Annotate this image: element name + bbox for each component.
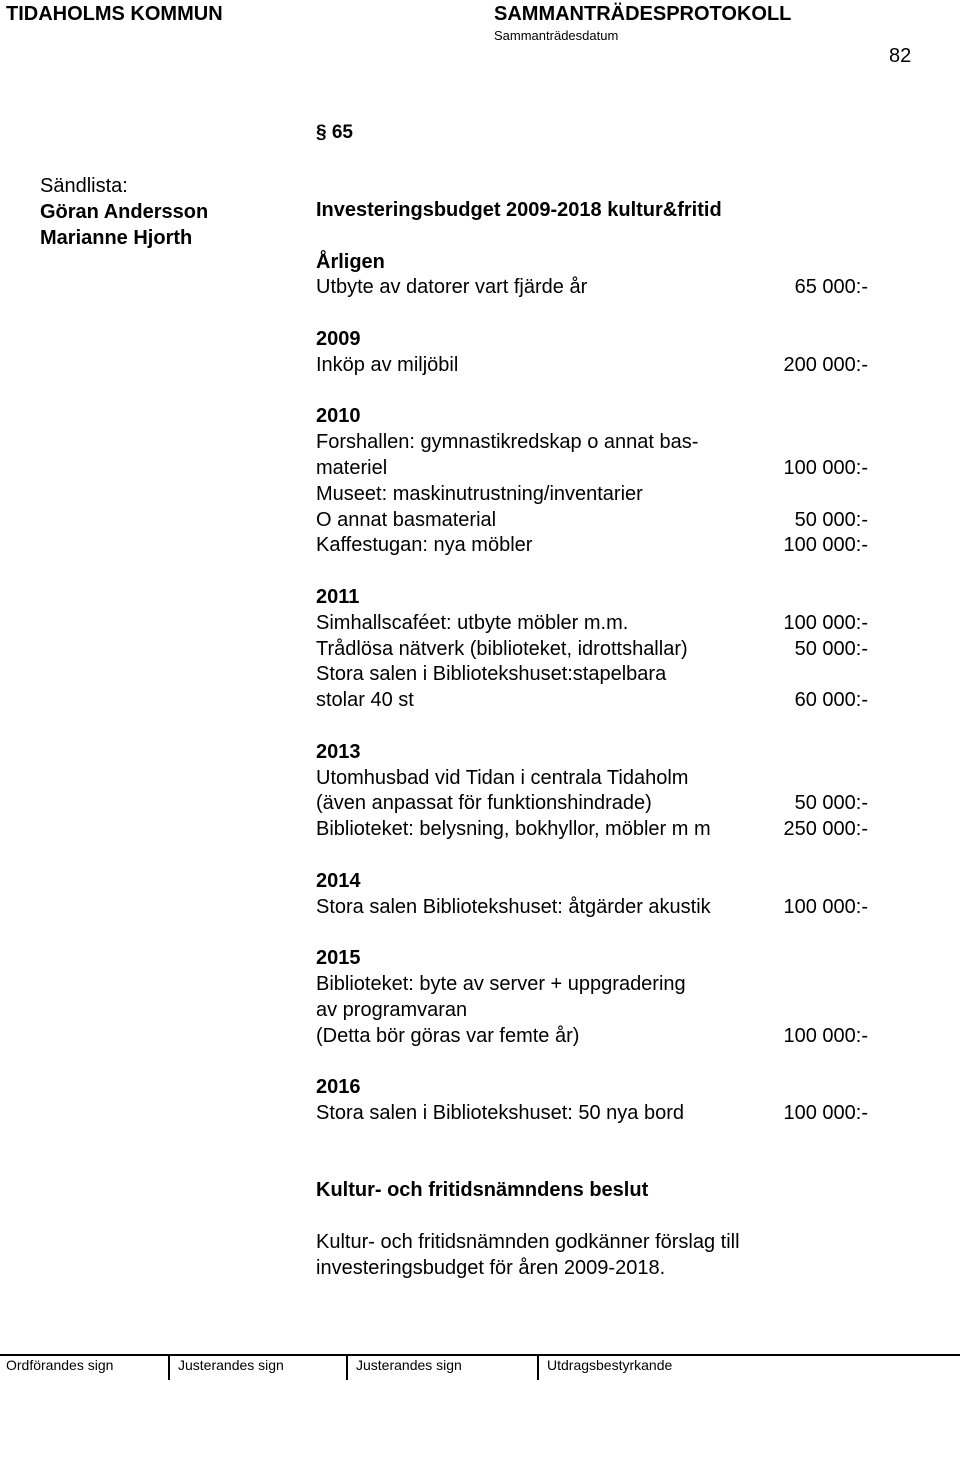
decision-text: Kultur- och fritidsnämnden godkänner förslag till xyxy=(316,1230,740,1253)
footer-divider xyxy=(537,1354,539,1380)
paragraph-sign: § xyxy=(316,122,332,143)
footer-divider xyxy=(168,1354,170,1380)
section-heading-2016: 2016 xyxy=(316,1076,361,1099)
budget-line: Stora salen i Bibliotekshuset:stapelbara xyxy=(316,663,667,686)
section-heading-2013: 2013 xyxy=(316,740,361,763)
page-number: 82 xyxy=(889,45,912,67)
footer-divider xyxy=(346,1354,348,1380)
budget-amount: 50 000:- xyxy=(794,637,868,660)
budget-amount: 200 000:- xyxy=(783,353,868,376)
distribution-name: Göran Andersson xyxy=(40,201,209,223)
section-heading-2011: 2011 xyxy=(316,585,360,608)
budget-content xyxy=(316,198,876,1281)
budget-amount: 100 000:- xyxy=(783,456,868,479)
budget-line: stolar 40 st 60 000:- xyxy=(316,688,876,714)
section-heading-2010: 2010 xyxy=(316,405,361,428)
budget-amount: 100 000:- xyxy=(783,1024,868,1047)
budget-line: Kaffestugan: nya möbler 100 000:- xyxy=(316,533,876,559)
budget-line: Stora salen i Bibliotekshuset: 50 nya bord 100 000:- xyxy=(316,1101,876,1127)
signature-adjuster-1: Justerandes sign xyxy=(178,1357,284,1373)
budget-line: Stora salen Bibliotekshuset: åtgärder akustik 100 000:- xyxy=(316,895,876,921)
signature-certification: Utdragsbestyrkande xyxy=(547,1357,673,1373)
budget-line: Biblioteket: byte av server + uppgradering xyxy=(316,972,686,995)
decision-text: investeringsbudget för åren 2009-2018. xyxy=(316,1256,666,1279)
footer-rule xyxy=(0,1354,960,1356)
paragraph-value: 65 xyxy=(331,122,353,143)
section-heading-2014: 2014 xyxy=(316,869,361,892)
budget-amount: 100 000:- xyxy=(783,895,868,918)
budget-amount: 100 000:- xyxy=(783,1101,868,1124)
budget-amount: 50 000:- xyxy=(794,792,868,815)
budget-line: (Detta bör göras var femte år) 100 000:- xyxy=(316,1024,876,1050)
section-heading-annual: Årligen xyxy=(316,250,385,273)
distribution-list xyxy=(40,173,208,251)
budget-line: Biblioteket: belysning, bokhyllor, möbler m m 250 000:- xyxy=(316,817,876,843)
budget-title: Investeringsbudget 2009-2018 kultur&fritid xyxy=(316,199,722,221)
budget-amount: 100 000:- xyxy=(783,611,868,634)
section-heading-2009: 2009 xyxy=(316,327,361,350)
paragraph-number xyxy=(316,122,353,144)
budget-line: Simhallscaféet: utbyte möbler m.m. 100 000:- xyxy=(316,611,876,637)
budget-line: Museet: maskinutrustning/inventarier xyxy=(316,482,643,505)
budget-line: Utbyte av datorer vart fjärde år 65 000:- xyxy=(316,275,876,301)
decision-heading: Kultur- och fritidsnämndens beslut xyxy=(316,1179,649,1202)
budget-line: Inköp av miljöbil 200 000:- xyxy=(316,353,876,379)
distribution-name: Marianne Hjorth xyxy=(40,227,193,249)
budget-line: materiel 100 000:- xyxy=(316,456,876,482)
section-heading-2015: 2015 xyxy=(316,947,361,970)
budget-amount: 65 000:- xyxy=(794,276,868,299)
budget-line: Forshallen: gymnastikredskap o annat bas- xyxy=(316,431,699,454)
date-label: Sammanträdesdatum xyxy=(494,28,619,43)
org-name: TIDAHOLMS KOMMUN xyxy=(6,3,223,25)
budget-amount: 250 000:- xyxy=(783,818,868,841)
doc-type: SAMMANTRÄDESPROTOKOLL xyxy=(494,3,792,25)
budget-line: Trådlösa nätverk (biblioteket, idrottshallar) 50 000:- xyxy=(316,637,876,663)
budget-line: av programvaran xyxy=(316,998,468,1021)
signature-adjuster-2: Justerandes sign xyxy=(356,1357,462,1373)
budget-amount: 50 000:- xyxy=(794,508,868,531)
budget-line: Utomhusbad vid Tidan i centrala Tidaholm xyxy=(316,766,689,789)
distribution-label: Sändlista: xyxy=(40,175,128,197)
budget-amount: 60 000:- xyxy=(794,689,868,712)
budget-line: O annat basmaterial 50 000:- xyxy=(316,508,876,534)
budget-amount: 100 000:- xyxy=(783,534,868,557)
budget-line: (även anpassat för funktionshindrade) 50 000:- xyxy=(316,791,876,817)
signature-chair: Ordförandes sign xyxy=(6,1357,114,1373)
